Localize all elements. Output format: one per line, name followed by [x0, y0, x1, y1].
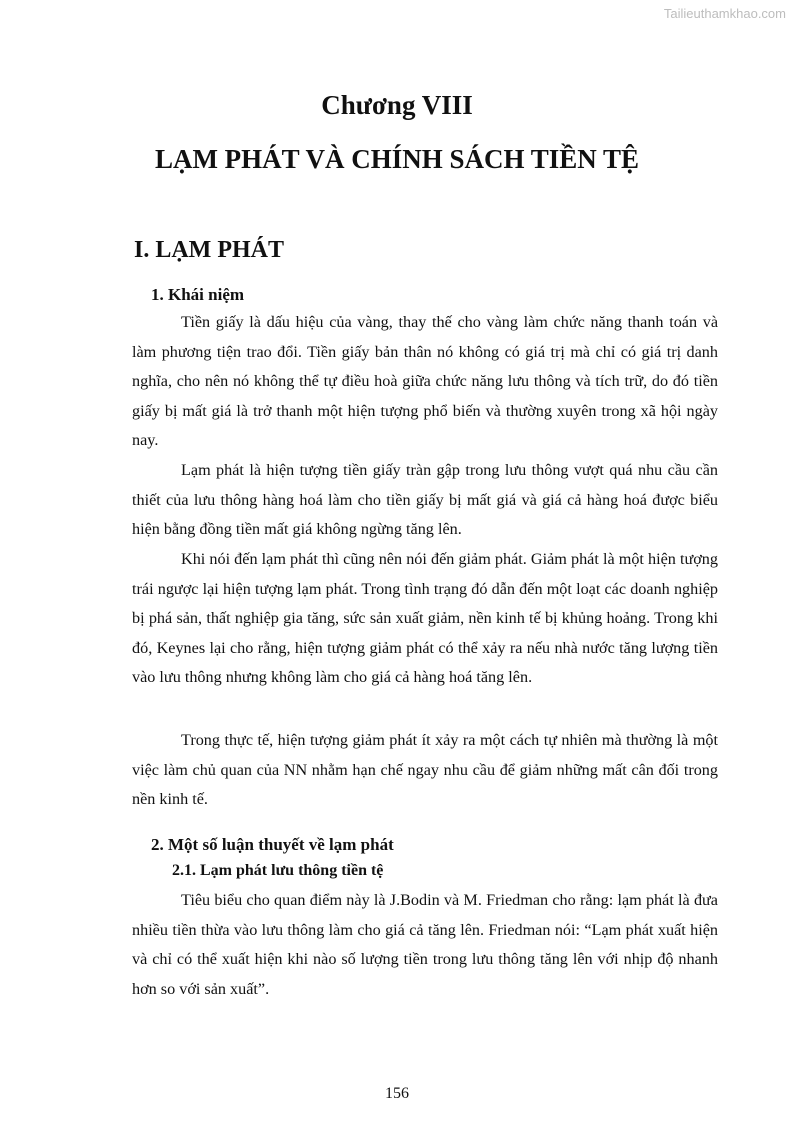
chapter-number: Chương VIII [321, 90, 473, 120]
paragraph-5: Tiêu biểu cho quan điểm này là J.Bodin và M. Friedman cho rằng: lạm phát là đưa nhiều tiền thừa vào lưu thông làm cho giá cả tăng lên. Friedman nói: “Lạm phát xuất hiện và chỉ có thể xuất hiện khi nào số lượng tiền trong lưu thông tăng lên với nhịp độ nhanh hơn so với sản xuất”. [132, 891, 718, 998]
page-number: 156 [385, 1085, 409, 1102]
paragraph-1: Tiền giấy là dấu hiệu của vàng, thay thế cho vàng làm chức năng thanh toán và làm phương tiện trao đổi. Tiền giấy bản thân nó không có giá trị mà chỉ có giá trị danh nghĩa, cho nên nó không thể tự điều hoà giữa chức năng lưu thông và tích trữ, do đó tiền giấy bị mất giá là trở thanh một hiện tượng phổ biến và thường xuyên trong xã hội ngày nay. [132, 313, 718, 449]
subsection-heading-theories: 2. Một số luận thuyết về lạm phát [151, 835, 394, 854]
paragraph-3: Khi nói đến lạm phát thì cũng nên nói đến giảm phát. Giảm phát là một hiện tượng trái ngược lại hiện tượng lạm phát. Trong tình trạng đó dẫn đến một loạt các doanh nghiệp bị phá sản, thất nghiệp gia tăng, sức sản xuất giảm, nền kinh tế bị khủng hoảng. Trong khi đó, Keynes lại cho rằng, hiện tượng giảm phát có thể xảy ra nếu nhà nước tăng lượng tiền vào lưu thông nhưng không làm cho giá cả hàng hoá tăng lên. [132, 550, 718, 686]
subsubsection-heading-monetary: 2.1. Lạm phát lưu thông tiền tệ [172, 862, 384, 879]
chapter-title: LẠM PHÁT VÀ CHÍNH SÁCH TIỀN TỆ [154, 144, 640, 174]
section-title: I. LẠM PHÁT [134, 237, 284, 263]
paragraph-4: Trong thực tế, hiện tượng giảm phát ít xảy ra một cách tự nhiên mà thường là một việc làm chủ quan của NN nhằm hạn chế ngay nhu cầu để giảm những mất cân đối trong nền kinh tế. [132, 731, 718, 808]
watermark: Tailieuthamkhao.com [663, 6, 786, 21]
subsection-heading-concept: 1. Khái niệm [151, 285, 245, 304]
paragraph-2: Lạm phát là hiện tượng tiền giấy tràn gập trong lưu thông vượt quá nhu cầu cần thiết của lưu thông hàng hoá làm cho tiền giấy bị mất giá và giá cả hàng hoá được biểu hiện bằng đồng tiền mất giá không ngừng tăng lên. [132, 461, 718, 538]
